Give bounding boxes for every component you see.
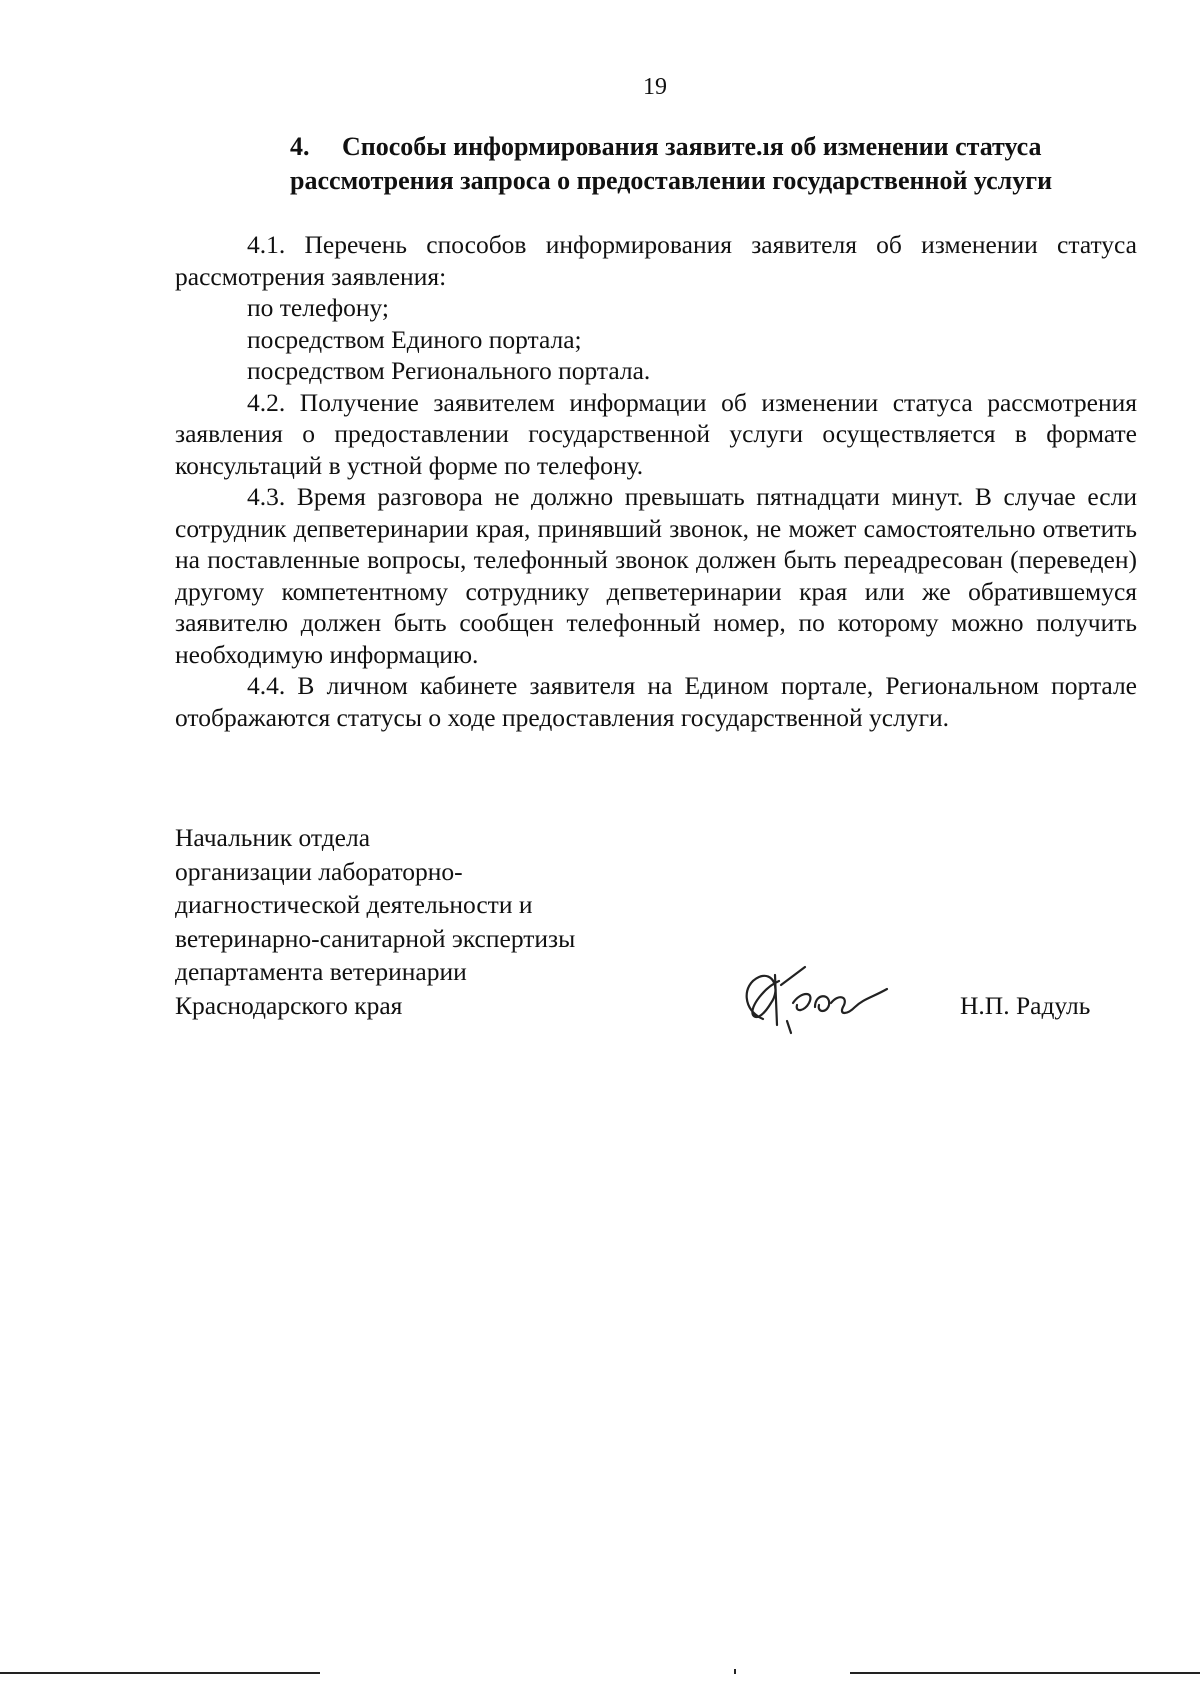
footer-rule-right xyxy=(850,1672,1200,1674)
list-item: посредством Регионального портала. xyxy=(247,356,651,385)
section-number: 4. xyxy=(290,132,310,161)
signatory-position-line: Начальник отдела xyxy=(175,823,371,852)
list-item: посредством Единого портала; xyxy=(247,324,582,354)
paragraph-4-4: 4.4. В личном кабинете заявителя на Едином портале, Региональном портале отображаются статусы о ходе предоставления государственной услуги. xyxy=(175,671,1137,732)
list-item: по телефону; xyxy=(247,293,390,322)
document-body xyxy=(175,229,1137,733)
handwritten-signature xyxy=(735,963,895,1035)
section-heading xyxy=(290,130,1120,198)
paragraph-4-2: 4.2. Получение заявителем информации об изменении статуса рассмотрения заявления о предоставлении государственной услуги осуществляется в формате консультаций в устной форме по телефону. xyxy=(175,387,1137,480)
paragraph-4-1: 4.1. Перечень способов информирования заявителя об изменении статуса рассмотрения заявления: xyxy=(175,230,1137,291)
signatory-position-line: диагностической деятельности и xyxy=(175,890,533,919)
signatory-position-line: департамента ветеринарии xyxy=(175,957,467,986)
signatory-position-line: Краснодарского края xyxy=(175,990,403,1020)
section-title-line-1: Способы информирования заявите.ıя об изменении статуса xyxy=(342,132,1042,161)
footer-rule-center-mark xyxy=(734,1669,736,1674)
signatory-position-line: организации лабораторно- xyxy=(175,856,463,886)
signatory-position-line: ветеринарно-санитарной экспертизы xyxy=(175,923,576,953)
footer-rule-left xyxy=(0,1672,320,1674)
paragraph-4-3: 4.3. Время разговора не должно превышать пятнадцати минут. В случае если сотрудник депветеринарии края, принявший звонок, не может самостоятельно ответить на поставленные вопросы, телефонный звонок должен быть переадресован (переведен) другому компетентному сотруднику депветеринарии края или же обратившемуся заявителю должен быть сообщен телефонный номер, по которому можно получить необходимую информацию. xyxy=(175,482,1137,669)
page-number: 19 xyxy=(643,74,667,100)
signatory-name: Н.П. Радуль xyxy=(960,991,1091,1020)
section-title-line-2: рассмотрения запроса о предоставлении государственной услуги xyxy=(290,166,1053,195)
signatory-position xyxy=(175,821,695,1022)
